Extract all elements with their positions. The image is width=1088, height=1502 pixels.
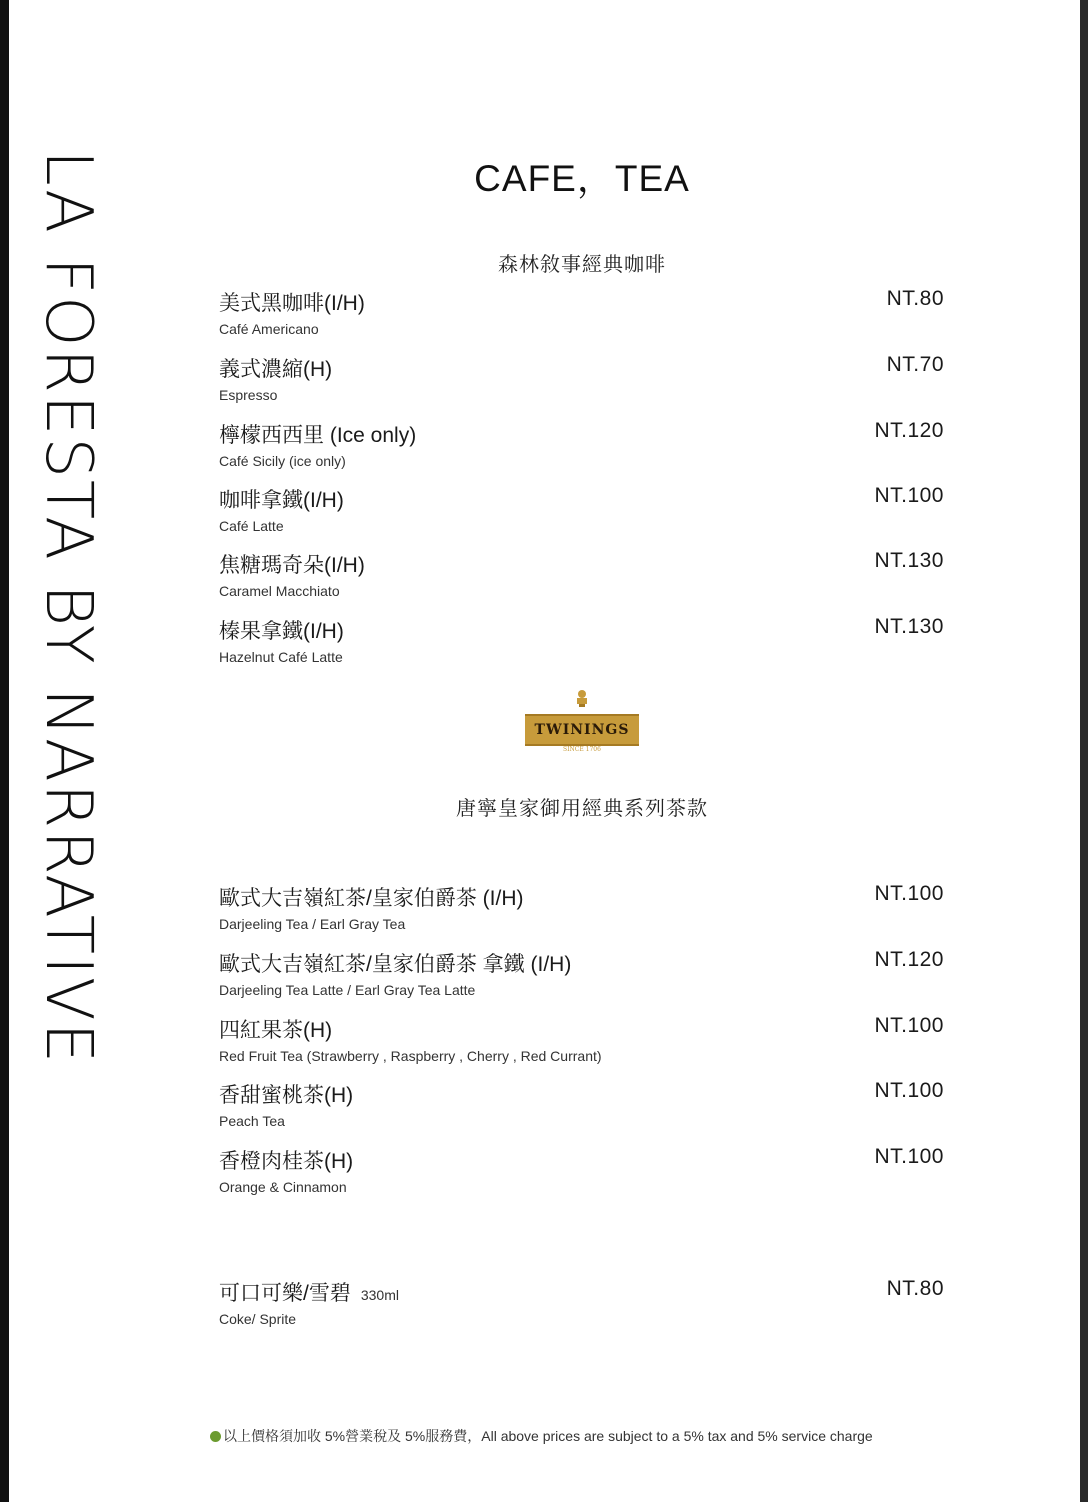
item-english-name: Espresso — [219, 387, 278, 403]
menu-item — [219, 287, 944, 349]
item-name: 香橙肉桂茶(H) — [219, 1150, 354, 1173]
item-price: NT.80 — [886, 1277, 944, 1300]
menu-item — [219, 615, 944, 677]
tea-section-title: 唐寧皇家御用經典系列茶款 — [456, 798, 708, 820]
item-english-name: Darjeeling Tea / Earl Gray Tea — [219, 916, 406, 932]
item-english-name: Caramel Macchiato — [219, 583, 340, 599]
item-english-name: Peach Tea — [219, 1113, 285, 1129]
brand-vertical-title: LA FORESTA BY NARRATIVE — [31, 150, 105, 1066]
menu-item — [219, 1014, 944, 1076]
twinings-logo — [525, 688, 639, 754]
logo-since: SINCE 1706 — [563, 746, 601, 753]
menu-item — [219, 1277, 944, 1339]
left-edge-border — [0, 0, 9, 1502]
menu-item — [219, 1079, 944, 1141]
item-name: 咖啡拿鐵(I/H) — [219, 489, 344, 512]
item-english-name: Darjeeling Tea Latte / Earl Gray Tea Latte — [219, 982, 476, 998]
item-price: NT.100 — [874, 1079, 944, 1102]
menu-item — [219, 1145, 944, 1207]
crest-icon — [574, 688, 590, 708]
menu-item — [219, 549, 944, 611]
item-name: 歐式大吉嶺紅茶/皇家伯爵茶 拿鐵 (I/H) — [219, 953, 572, 976]
item-english-name: Red Fruit Tea (Strawberry , Raspberry , Cherry , Red Currant) — [219, 1048, 602, 1064]
item-name: 榛果拿鐵(I/H) — [219, 620, 344, 643]
item-name: 義式濃縮(H) — [219, 358, 333, 381]
soda-name: 可口可樂/雪碧 — [219, 1282, 351, 1305]
coffee-section-title: 森林敘事經典咖啡 — [498, 254, 666, 276]
soda-size: 330ml — [360, 1287, 399, 1303]
leaf-icon — [210, 1431, 221, 1442]
item-english-name: Orange & Cinnamon — [219, 1179, 347, 1195]
item-price: NT.130 — [874, 615, 944, 638]
item-price: NT.120 — [874, 419, 944, 442]
item-english-name: Hazelnut Café Latte — [219, 649, 343, 665]
item-price: NT.100 — [874, 484, 944, 507]
footnote-text: 以上價格須加收 5%營業稅及 5%服務費，All above prices are subject to a 5% tax and 5% service charge — [223, 1428, 873, 1444]
item-name: 歐式大吉嶺紅茶/皇家伯爵茶 (I/H) — [219, 887, 524, 910]
item-price: NT.130 — [874, 549, 944, 572]
right-edge-border — [1080, 0, 1088, 1502]
item-name: 焦糖瑪奇朵(I/H) — [219, 554, 365, 577]
item-name: 香甜蜜桃茶(H) — [219, 1084, 354, 1107]
menu-item — [219, 882, 944, 944]
item-price: NT.70 — [886, 353, 944, 376]
price-footnote — [210, 1426, 873, 1446]
item-english-name: Café Sicily (ice only) — [219, 453, 346, 469]
item-price: NT.100 — [874, 882, 944, 905]
item-name — [219, 1277, 399, 1307]
item-english-name: Café Americano — [219, 321, 319, 337]
item-name: 檸檬西西里 (Ice only) — [219, 424, 417, 447]
menu-item — [219, 419, 944, 481]
menu-item — [219, 948, 944, 1010]
menu-item — [219, 353, 944, 415]
item-price: NT.100 — [874, 1145, 944, 1168]
item-price: NT.80 — [886, 287, 944, 310]
menu-item — [219, 484, 944, 546]
logo-text: TWININGS — [534, 722, 630, 738]
item-english-name: Café Latte — [219, 518, 284, 534]
item-name: 美式黑咖啡(I/H) — [219, 292, 365, 315]
logo-plate — [525, 714, 639, 746]
item-price: NT.120 — [874, 948, 944, 971]
item-english-name: Coke/ Sprite — [219, 1311, 297, 1327]
item-name: 四紅果茶(H) — [219, 1019, 333, 1042]
item-price: NT.100 — [874, 1014, 944, 1037]
page-title: CAFE，TEA — [474, 158, 690, 199]
